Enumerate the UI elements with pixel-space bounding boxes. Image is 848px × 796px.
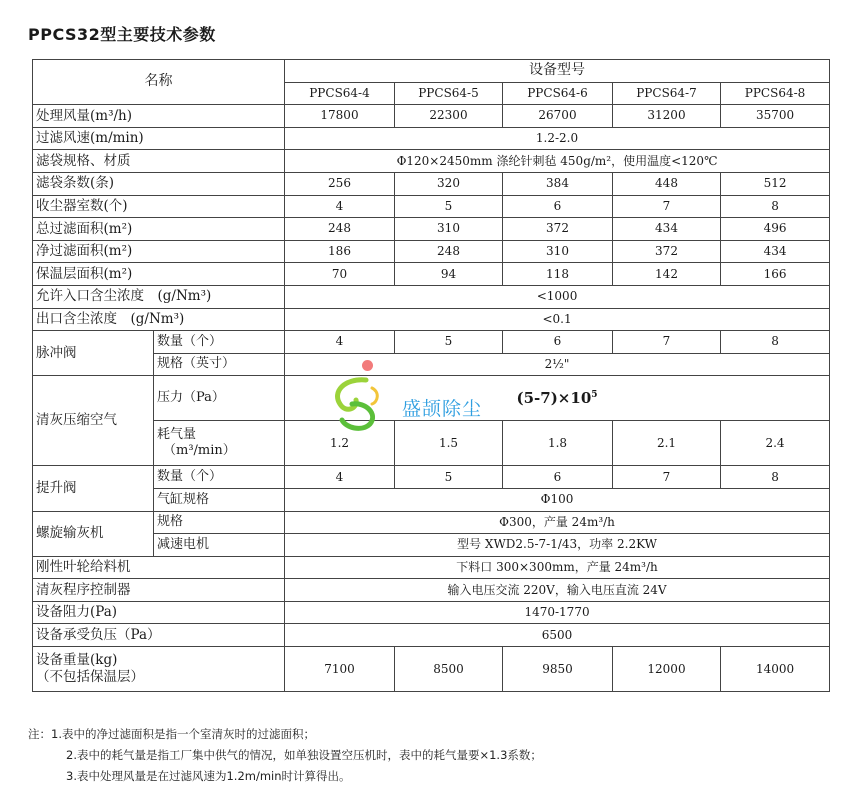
cell: 型号 XWD2.5-7-1/43，功率 2.2KW <box>285 534 830 557</box>
cell: 12000 <box>613 647 721 692</box>
cell: 5 <box>395 331 503 354</box>
row-label: 清灰压缩空气 <box>33 376 154 466</box>
cell: <0.1 <box>285 308 830 331</box>
notes <box>28 724 542 787</box>
sub-label: 数量（个） <box>154 466 285 489</box>
table-row <box>33 195 830 218</box>
sub-label: 减速电机 <box>154 534 285 557</box>
row-label: 设备承受负压（Pa） <box>33 624 285 647</box>
model-group-header: 设备型号 <box>285 60 830 83</box>
table-row <box>33 240 830 263</box>
table-row <box>33 172 830 195</box>
cell: 5 <box>395 195 503 218</box>
model-header: PPCS64-4 <box>285 82 395 105</box>
row-label: 脉冲阀 <box>33 331 154 376</box>
table-header-row <box>33 60 830 83</box>
cell: 310 <box>395 218 503 241</box>
weight-label: 设备重量(kg) <box>36 652 118 669</box>
cell: 496 <box>721 218 830 241</box>
cell: 7 <box>613 195 721 218</box>
cell: 6 <box>503 195 613 218</box>
note-line: 2.表中的耗气量是指工厂集中供气的情况，如单独设置空压机时，表中的耗气量要×1.3系数； <box>66 748 542 762</box>
cell: 512 <box>721 172 830 195</box>
cell: 434 <box>721 240 830 263</box>
cell: 8 <box>721 195 830 218</box>
row-label: 出口含尘浓度 (g/Nm³) <box>33 308 285 331</box>
row-label: 滤袋条数(条) <box>33 172 285 195</box>
sub-label: 规格 <box>154 511 285 534</box>
row-label: 设备阻力(Pa) <box>33 601 285 624</box>
cell: 166 <box>721 263 830 286</box>
row-label <box>33 647 285 692</box>
cell: Φ100 <box>285 488 830 511</box>
cell: 434 <box>613 218 721 241</box>
sub-label: 压力（Pa） <box>154 376 285 421</box>
cell: 输入电压交流 220V，输入电压直流 24V <box>285 579 830 602</box>
cell: 1.5 <box>395 421 503 466</box>
cell: 142 <box>613 263 721 286</box>
table-row <box>33 624 830 647</box>
sub-label: 气缸规格 <box>154 488 285 511</box>
pressure-exponent: 5 <box>591 389 598 400</box>
cell <box>285 376 830 421</box>
cell: Φ120×2450mm 涤纶针刺毡 450g/m²，使用温度<120℃ <box>285 150 830 173</box>
cell: 5 <box>395 466 503 489</box>
weight-label-note: （不包括保温层） <box>36 669 144 686</box>
table-row <box>33 127 830 150</box>
table-row <box>33 105 830 128</box>
cell: 8 <box>721 331 830 354</box>
model-header: PPCS64-8 <box>721 82 830 105</box>
cell: 7 <box>613 466 721 489</box>
cell: 2.4 <box>721 421 830 466</box>
table-row <box>33 601 830 624</box>
sub-label: 规格（英寸） <box>154 353 285 376</box>
cell: 35700 <box>721 105 830 128</box>
note-line: 注：1.表中的净过滤面积是指一个室清灰时的过滤面积； <box>28 727 315 741</box>
cell: 9850 <box>503 647 613 692</box>
row-label: 螺旋输灰机 <box>33 511 154 556</box>
cell: 248 <box>395 240 503 263</box>
cell: 256 <box>285 172 395 195</box>
table-row <box>33 285 830 308</box>
table-row <box>33 308 830 331</box>
row-label: 处理风量(m³/h) <box>33 105 285 128</box>
red-dot-mark <box>362 360 373 371</box>
cell: 6500 <box>285 624 830 647</box>
cell: 94 <box>395 263 503 286</box>
row-label: 收尘器室数(个) <box>33 195 285 218</box>
cell: 7100 <box>285 647 395 692</box>
table-row <box>33 263 830 286</box>
cell: 8500 <box>395 647 503 692</box>
table-row <box>33 218 830 241</box>
cell: 186 <box>285 240 395 263</box>
row-label: 清灰程序控制器 <box>33 579 285 602</box>
table-row <box>33 150 830 173</box>
spec-table <box>32 59 830 692</box>
table-row <box>33 466 830 489</box>
row-label: 滤袋规格、材质 <box>33 150 285 173</box>
cell: 31200 <box>613 105 721 128</box>
cell: 7 <box>613 331 721 354</box>
table-row <box>33 331 830 354</box>
table-row <box>33 556 830 579</box>
table-row <box>33 511 830 534</box>
row-label: 净过滤面积(m²) <box>33 240 285 263</box>
cell: 248 <box>285 218 395 241</box>
row-label: 保温层面积(m²) <box>33 263 285 286</box>
row-label: 总过滤面积(m²) <box>33 218 285 241</box>
cell: 6 <box>503 466 613 489</box>
cell: 17800 <box>285 105 395 128</box>
sub-label: 数量（个） <box>154 331 285 354</box>
cell: 2.1 <box>613 421 721 466</box>
note-line: 3.表中处理风量是在过滤风速为1.2m/min时计算得出。 <box>66 769 351 783</box>
cell: 1.2 <box>285 421 395 466</box>
name-header: 名称 <box>33 60 285 105</box>
cell: 26700 <box>503 105 613 128</box>
cell: 4 <box>285 195 395 218</box>
sub-label <box>154 421 285 466</box>
cell: 22300 <box>395 105 503 128</box>
cell: 372 <box>613 240 721 263</box>
cell: 1470-1770 <box>285 601 830 624</box>
cell: 4 <box>285 331 395 354</box>
pressure-value: (5-7)×10 <box>516 388 592 407</box>
cell: Φ300，产量 24m³/h <box>285 511 830 534</box>
cell: 70 <box>285 263 395 286</box>
cell: 372 <box>503 218 613 241</box>
cell: 384 <box>503 172 613 195</box>
cell: 1.2-2.0 <box>285 127 830 150</box>
cell: 6 <box>503 331 613 354</box>
cell: 下料口 300×300mm，产量 24m³/h <box>285 556 830 579</box>
table-row <box>33 647 830 692</box>
row-label: 允许入口含尘浓度 (g/Nm³) <box>33 285 285 308</box>
model-header: PPCS64-7 <box>613 82 721 105</box>
consumption-label: 耗气量 <box>157 427 197 443</box>
consumption-unit: （m³/min） <box>163 443 236 459</box>
table-row <box>33 579 830 602</box>
cell: 2½" <box>285 353 830 376</box>
page-title: PPCS32型主要技术参数 <box>28 25 216 44</box>
row-label: 刚性叶轮给料机 <box>33 556 285 579</box>
cell: 8 <box>721 466 830 489</box>
model-header: PPCS64-6 <box>503 82 613 105</box>
cell: 320 <box>395 172 503 195</box>
cell: 4 <box>285 466 395 489</box>
row-label: 过滤风速(m/min) <box>33 127 285 150</box>
table-row <box>33 376 830 421</box>
watermark-text: 盛颉除尘 <box>402 398 483 420</box>
row-label: 提升阀 <box>33 466 154 511</box>
cell: 448 <box>613 172 721 195</box>
model-header: PPCS64-5 <box>395 82 503 105</box>
cell: 310 <box>503 240 613 263</box>
cell: 118 <box>503 263 613 286</box>
cell: 14000 <box>721 647 830 692</box>
cell: 1.8 <box>503 421 613 466</box>
cell: <1000 <box>285 285 830 308</box>
